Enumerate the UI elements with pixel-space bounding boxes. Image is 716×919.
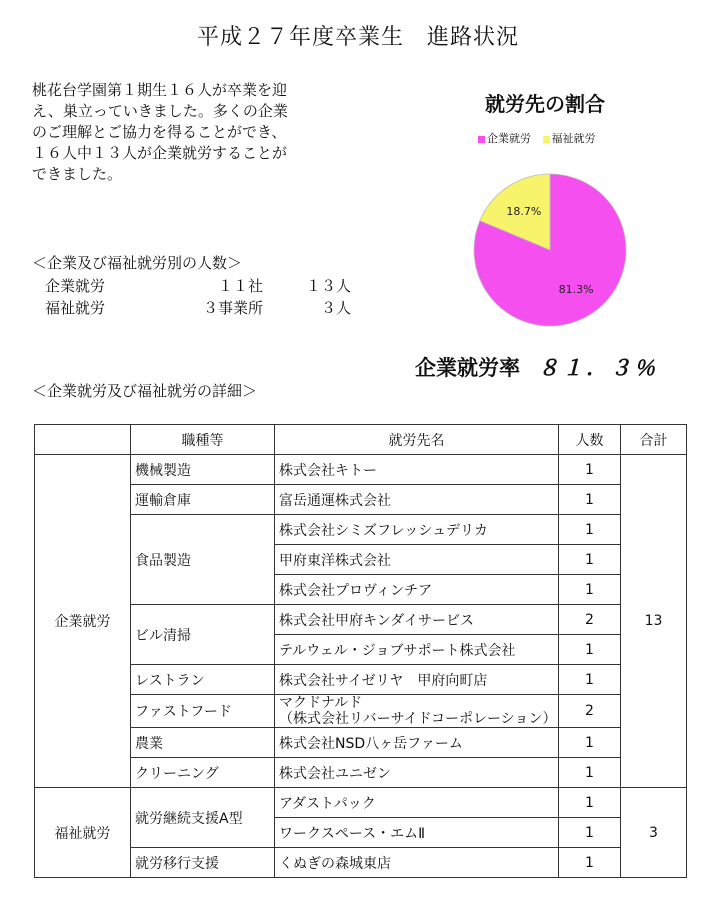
table-row	[35, 728, 687, 758]
table-row	[35, 695, 687, 728]
count-cell: 1	[559, 728, 621, 758]
chart-legend	[478, 130, 596, 146]
rate-label: 企業就労率	[415, 356, 520, 380]
details-table	[34, 424, 687, 878]
count-cell: 1	[559, 758, 621, 788]
count-cell: 2	[559, 695, 621, 728]
employer-cell: 株式会社ユニゼン	[275, 758, 559, 788]
count-people: ３人	[320, 299, 351, 317]
intro-line: のご理解とご協力を得ることができ、	[32, 123, 287, 141]
count-cell: 2	[559, 605, 621, 635]
intro-line: できました。	[32, 165, 123, 183]
count-label: 福祉就労	[45, 299, 106, 317]
details-heading: ＜企業就労及び福祉就労の詳細＞	[32, 382, 258, 400]
employer-name-line2: （株式会社リバーサイドコーポレーション）	[279, 711, 557, 727]
job-cell: 就労移行支援	[131, 848, 275, 878]
table-row	[35, 515, 687, 545]
count-people: １３人	[305, 277, 351, 295]
count-cell: 1	[559, 818, 621, 848]
header-count: 人数	[559, 425, 621, 455]
employer-cell: くぬぎの森城東店	[275, 848, 559, 878]
rate-value: ８１．３％	[538, 356, 658, 380]
count-places: １１社	[217, 277, 263, 295]
employer-cell: 株式会社サイゼリヤ 甲府向町店	[275, 665, 559, 695]
job-cell: 農業	[131, 728, 275, 758]
count-cell: 1	[559, 848, 621, 878]
job-cell: ファストフード	[131, 695, 275, 728]
job-cell: 食品製造	[131, 515, 275, 605]
category-cell: 企業就労	[35, 455, 131, 788]
legend-swatch-welfare	[543, 136, 550, 143]
job-cell: ビル清掃	[131, 605, 275, 665]
job-cell: 就労継続支援A型	[131, 788, 275, 848]
employer-cell: ワークスペース・エムⅡ	[275, 818, 559, 848]
count-places: ３事業所	[202, 299, 263, 317]
intro-line: え、巣立っていきました。多くの企業	[32, 102, 288, 120]
count-cell: 1	[559, 515, 621, 545]
employer-cell: テルウェル・ジョブサポート株式会社	[275, 635, 559, 665]
header-category	[35, 425, 131, 455]
job-cell: 機械製造	[131, 455, 275, 485]
employer-cell: 甲府東洋株式会社	[275, 545, 559, 575]
count-label: 企業就労	[45, 277, 106, 295]
job-cell: クリーニング	[131, 758, 275, 788]
table-row	[35, 455, 687, 485]
header-employer: 就労先名	[275, 425, 559, 455]
intro-paragraph	[32, 80, 392, 185]
total-cell: 3	[621, 788, 687, 878]
employer-cell	[275, 695, 559, 728]
chart-title: 就労先の割合	[485, 92, 605, 116]
page-title: 平成２７年度卒業生 進路状況	[196, 25, 519, 50]
table-header-row	[35, 425, 687, 455]
employer-cell: 株式会社シミズフレッシュデリカ	[275, 515, 559, 545]
header-job: 職種等	[131, 425, 275, 455]
count-cell: 1	[559, 665, 621, 695]
count-row-company	[45, 275, 351, 296]
pie-data-label: 18.7%	[506, 204, 542, 218]
job-cell: 運輸倉庫	[131, 485, 275, 515]
job-cell: レストラン	[131, 665, 275, 695]
category-cell: 福祉就労	[35, 788, 131, 878]
table-row	[35, 665, 687, 695]
table-row	[35, 788, 687, 818]
employer-cell: 株式会社甲府キンダイサービス	[275, 605, 559, 635]
employer-name-line1: マクドナルド	[279, 695, 363, 711]
count-cell: 1	[559, 485, 621, 515]
pie-chart	[470, 170, 630, 330]
count-cell: 1	[559, 788, 621, 818]
employer-cell: アダストパック	[275, 788, 559, 818]
employer-cell: 富岳通運株式会社	[275, 485, 559, 515]
employment-rate	[415, 352, 658, 382]
count-cell: 1	[559, 635, 621, 665]
table-row	[35, 848, 687, 878]
pie-data-label: 81.3%	[558, 283, 594, 297]
employer-cell: 株式会社キトー	[275, 455, 559, 485]
count-cell: 1	[559, 545, 621, 575]
table-row	[35, 758, 687, 788]
table-row	[35, 605, 687, 635]
legend-swatch-company	[478, 136, 485, 143]
counts-heading: ＜企業及び福祉就労別の人数＞	[32, 254, 243, 272]
legend-label-company: 企業就労	[487, 132, 531, 145]
count-row-welfare	[45, 297, 351, 318]
count-cell: 1	[559, 455, 621, 485]
count-cell: 1	[559, 575, 621, 605]
employer-cell: 株式会社プロヴィンチア	[275, 575, 559, 605]
header-total: 合計	[621, 425, 687, 455]
pie-svg	[470, 170, 630, 330]
employer-cell: 株式会社NSD八ヶ岳ファーム	[275, 728, 559, 758]
total-cell: 13	[621, 455, 687, 788]
intro-line: 桃花台学園第１期生１６人が卒業を迎	[32, 81, 288, 99]
intro-line: １６人中１３人が企業就労することが	[32, 144, 288, 162]
table-row	[35, 485, 687, 515]
legend-label-welfare: 福祉就労	[551, 132, 596, 145]
